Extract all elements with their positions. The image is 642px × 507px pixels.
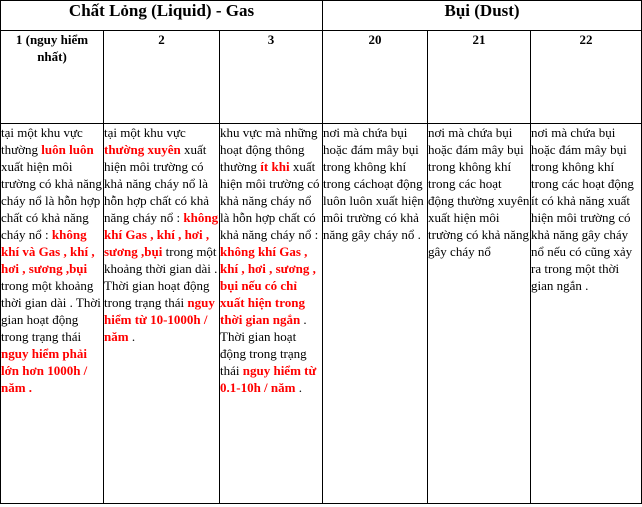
zone-number-cell: 20	[323, 31, 428, 124]
description-text: trong một khoảng thời gian dài . Thời gian hoạt động trong trạng thái	[1, 278, 101, 344]
zone-description-cell	[1, 124, 104, 504]
highlighted-text: không khí Gas , khí , hơi , sương , bụi nếu có chỉ xuất hiện trong thời gian ngắn	[220, 244, 316, 327]
zone-number-cell: 3	[220, 31, 323, 124]
zone-description-cell	[104, 124, 220, 504]
zone-number-cell: 21	[428, 31, 531, 124]
zone-description-cell	[323, 124, 428, 504]
highlighted-text: ít khi	[260, 159, 290, 174]
description-text: . Thời gian hoạt động trong trạng thái	[220, 312, 307, 378]
highlighted-text: không khí và Gas , khí , hơi , sương ,bụi	[1, 227, 95, 276]
highlighted-text: nguy hiểm từ 0.1-10h / năm	[220, 363, 317, 395]
description-text: khu vực mà những hoạt động thông thường	[220, 125, 318, 174]
zone-description-cell	[428, 124, 531, 504]
description-text: xuất hiện môi trường có khả năng cháy nổ là hỗn hợp chất có khả năng cháy nổ :	[104, 142, 210, 225]
highlighted-text: nguy hiểm phải lớn hơn 1000h / năm .	[1, 346, 88, 395]
zone-number-cell: 2	[104, 31, 220, 124]
zone-description-cell	[220, 124, 323, 504]
dust-group-header: Bụi (Dust)	[323, 1, 642, 31]
highlighted-text: không khí Gas , khí , hơi , sương ,bụi	[104, 210, 219, 259]
description-text: .	[128, 329, 136, 344]
zone-description-cell	[531, 124, 642, 504]
highlighted-text: thường xuyên	[104, 142, 181, 157]
zone-description-row	[1, 124, 642, 504]
description-text: nơi mà chứa bụi hoặc đám mây bụi trong không khí trong các hoạt động ít có khả năng xuất hiện môi trường có khả năng gây cháy nổ nếu có cũng xảy ra trong một thời gian ngắn .	[531, 125, 634, 293]
description-text: tại một khu vực thường	[1, 125, 83, 157]
highlighted-text: nguy hiểm từ 10-1000h / năm	[104, 295, 215, 344]
highlighted-text: luôn luôn	[41, 142, 94, 157]
description-text: nơi mà chứa bụi hoặc đám mây bụi trong không khí trong các hoạt động thường xuyên xuất hiện môi trường có khả năng gây cháy nổ	[428, 125, 530, 259]
zone-number-cell: 1 (nguy hiểm nhất)	[1, 31, 104, 124]
description-text: xuất hiện môi trường có khả năng cháy nổ là hỗn hợp chất có khả năng cháy nổ :	[1, 159, 102, 242]
description-text: trong một khoảng thời gian dài . Thời gian hoạt động trong trạng thái	[104, 244, 218, 310]
zone-number-row	[1, 31, 642, 124]
group-header-row	[1, 1, 642, 31]
description-text: .	[295, 380, 302, 395]
description-text: nơi mà chứa bụi hoặc đám mây bụi trong không khí trong cáchoạt động luôn luôn xuất hiện môi trường có khả năng gây cháy nổ .	[323, 125, 424, 242]
liquid-gas-group-header: Chất Lỏng (Liquid) - Gas	[1, 1, 323, 31]
description-text: tại một khu vực	[104, 125, 186, 140]
zone-number-cell: 22	[531, 31, 642, 124]
description-text: xuất hiện môi trường có khả năng cháy nổ là hỗn hợp chất có khả năng cháy nổ :	[220, 159, 320, 242]
